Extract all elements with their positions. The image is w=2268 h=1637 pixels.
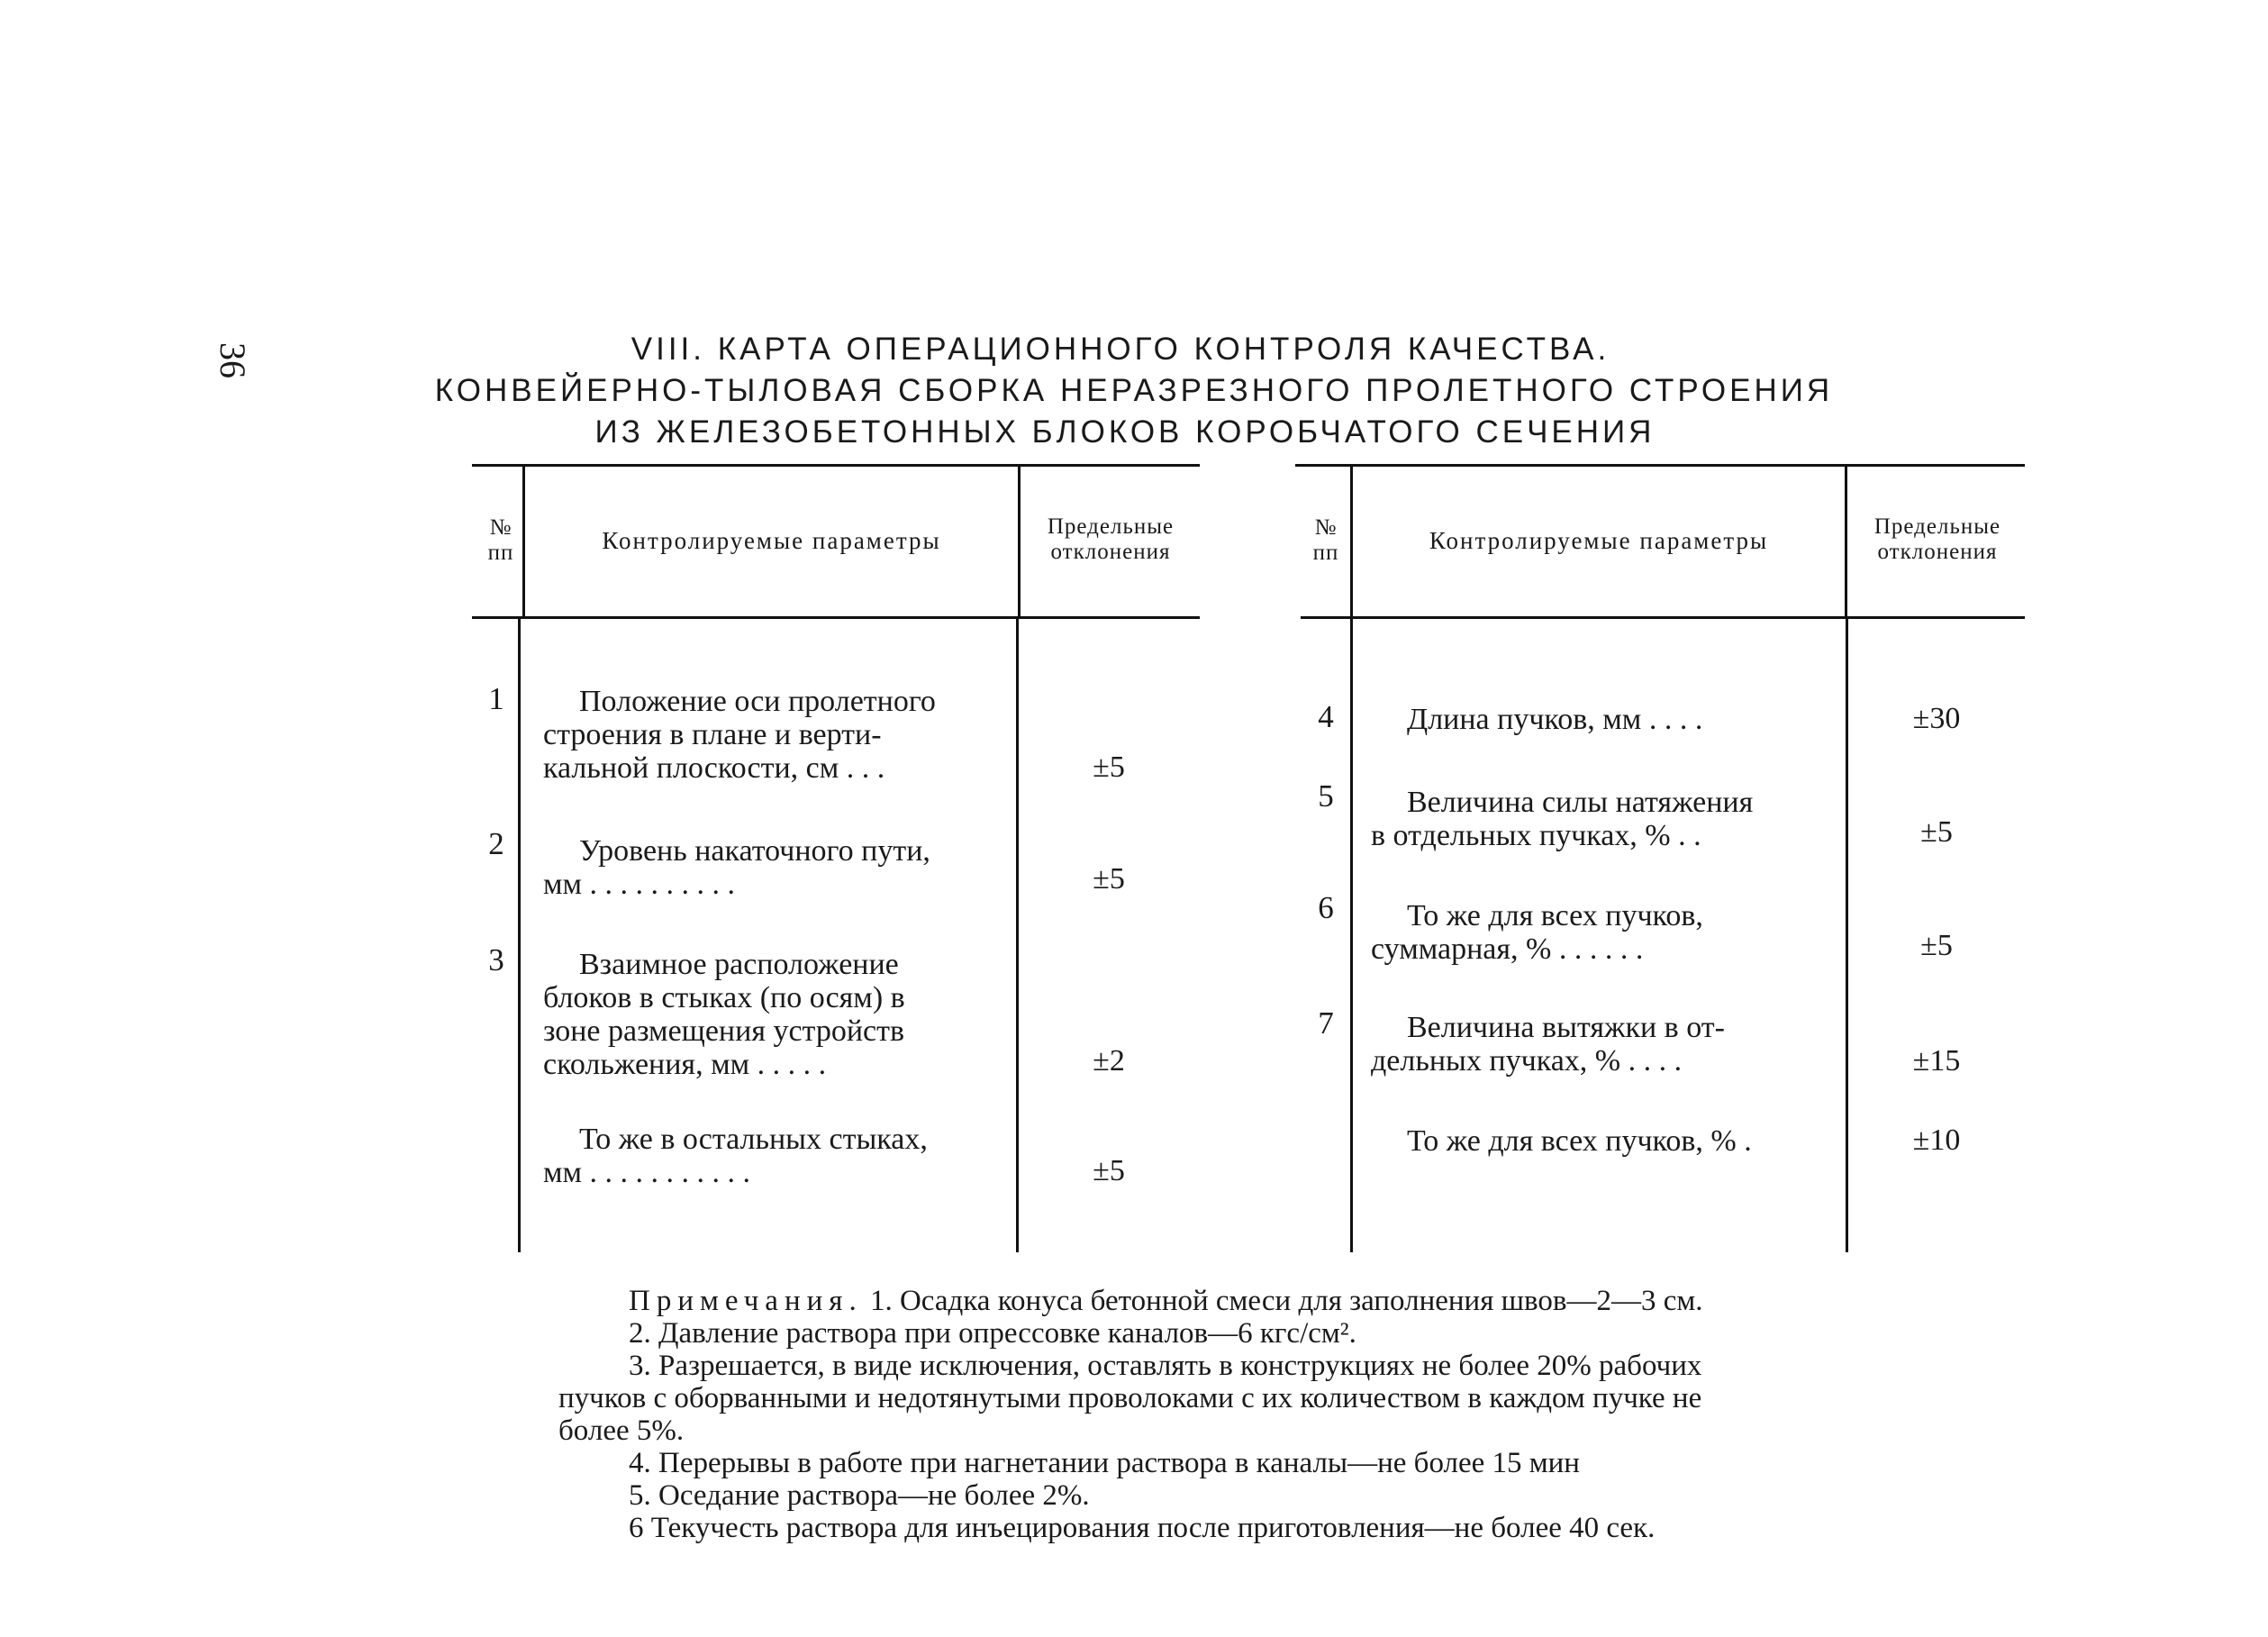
deviation-cell: ±5: [1920, 929, 1953, 962]
param-cell: Уровень накаточного пути, мм . . . . . . . . . .: [543, 834, 930, 901]
param-cell: То же для всех пучков, % .: [1407, 1124, 1752, 1158]
header-dev-left: Предельные отклонения: [1047, 514, 1175, 564]
deviation-cell: ±5: [1093, 862, 1125, 896]
header-param-left: Контролируемые параметры: [602, 527, 941, 554]
param-cell: Положение оси пролетного строения в плане и верти- кальной плоскости, см . . .: [543, 685, 936, 785]
page-number: 36: [213, 342, 253, 378]
title-line-1: VIII. КАРТА ОПЕРАЦИОННОГО КОНТРОЛЯ КАЧЕСТВА.: [631, 332, 1610, 367]
note-3-line-2: пучков с оборванными и недотянутыми проволоками с их количеством в каждом пучке не: [558, 1382, 1702, 1414]
deviation-cell: ±30: [1912, 702, 1961, 735]
row-number: 2: [488, 826, 504, 861]
title-line-3: ИЗ ЖЕЛЕЗОБЕТОННЫХ БЛОКОВ КОРОБЧАТОГО СЕЧЕНИЯ: [594, 414, 1656, 450]
note-5: 5. Оседание раствора—не более 2%.: [629, 1479, 1090, 1512]
param-cell: Величина силы натяжения в отдельных пучках, % . .: [1371, 786, 1754, 852]
header-num-right: № пп: [1312, 515, 1339, 565]
note-3-line-3: более 5%.: [558, 1414, 685, 1447]
note-1: Примечания. 1. Осадка конуса бетонной смеси для заполнения швов—2—3 см.: [629, 1285, 1703, 1317]
row-number: 4: [1318, 699, 1334, 734]
notes: [558, 1285, 2028, 1544]
note-2: 2. Давление раствора при опрессовке каналов—6 кгс/см².: [629, 1317, 1356, 1350]
param-cell: Величина вытяжки в от- дельных пучках, % . . . .: [1371, 1011, 1725, 1078]
param-cell: То же для всех пучков, суммарная, % . . . . . .: [1371, 899, 1703, 966]
deviation-cell: ±15: [1912, 1044, 1961, 1078]
deviation-cell: ±5: [1093, 1154, 1125, 1187]
header-dev-right: Предельные отклонения: [1873, 514, 2001, 564]
row-number: 3: [488, 942, 504, 978]
header-param-right: Контролируемые параметры: [1429, 527, 1769, 554]
deviation-cell: ±5: [1093, 750, 1125, 784]
deviation-cell: ±5: [1920, 815, 1953, 849]
note-3-line-1: 3. Разрешается, в виде исключения, оставлять в конструкциях не более 20% рабочих: [629, 1350, 1702, 1382]
deviation-cell: ±2: [1093, 1044, 1125, 1078]
deviation-cell: ±10: [1912, 1123, 1961, 1157]
note-4: 4. Перерывы в работе при нагнетании раствора в каналы—не более 15 мин: [629, 1447, 1580, 1479]
title-line-2: КОНВЕЙЕРНО-ТЫЛОВАЯ СБОРКА НЕРАЗРЕЗНОГО ПРОЛЕТНОГО СТРОЕНИЯ: [434, 373, 1834, 408]
param-cell: Взаимное расположение блоков в стыках (по осям) в зоне размещения устройств скольжения, мм . . . . .: [543, 948, 905, 1081]
row-number: 6: [1318, 890, 1334, 925]
param-cell: Длина пучков, мм . . . .: [1407, 703, 1703, 736]
note-6: 6 Текучесть раствора для инъецирования после приготовления—не более 40 сек.: [629, 1512, 1656, 1544]
param-cell: То же в остальных стыках, мм . . . . . . . . . . .: [543, 1123, 928, 1189]
row-number: 1: [488, 681, 504, 716]
header-num-left: № пп: [487, 515, 514, 565]
row-number: 5: [1318, 778, 1334, 814]
row-number: 7: [1318, 1005, 1334, 1041]
